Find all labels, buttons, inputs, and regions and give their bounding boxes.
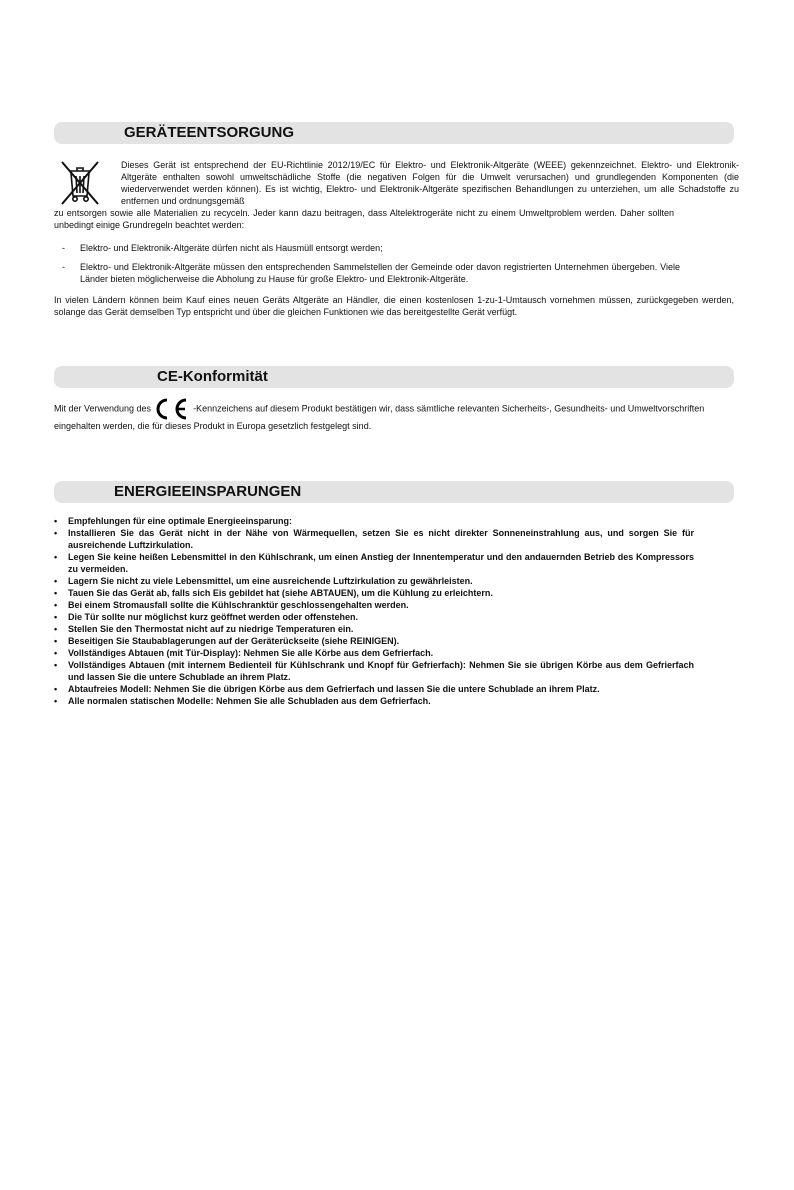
- list-item: • Empfehlungen für eine optimale Energieeinsparung:: [54, 515, 694, 527]
- list-item: • Die Tür sollte nur möglichst kurz geöffnet werden oder offenstehen.: [54, 611, 694, 623]
- list-item: • Vollständiges Abtauen (mit Tür-Display): Nehmen Sie alle Körbe aus dem Gefrierfach.: [54, 647, 694, 659]
- list-item: • Lagern Sie nicht zu viele Lebensmittel, um eine ausreichende Luftzirkulation zu gewährleisten.: [54, 575, 694, 587]
- ce-text-after: -Kennzeichens auf diesem Produkt bestätigen wir, dass sämtliche relevanten Sicherheits-, Gesundheits- und Umweltvorschriften eingehalten werden, die für dieses Produkt in Europa gesetzlich festgelegt sind.: [54, 403, 705, 431]
- energy-title: ENERGIEEINSPARUNGEN: [114, 483, 302, 500]
- ce-mark-icon: [153, 398, 191, 420]
- ce-title: CE-Konformität: [157, 368, 268, 385]
- disposal-section-header: [54, 122, 734, 144]
- disposal-title: GERÄTEENTSORGUNG: [124, 124, 295, 141]
- list-item: - Elektro- und Elektronik-Altgeräte dürfen nicht als Hausmüll entsorgt werden;: [80, 242, 680, 254]
- list-item: • Installieren Sie das Gerät nicht in der Nähe von Wärmequellen, setzen Sie es nicht direkter Sonneneinstrahlung aus, und sorgen Sie für ausreichende Luftzirkulation.: [54, 527, 694, 551]
- ce-text-before: Mit der Verwendung des: [54, 403, 152, 414]
- weee-crossed-bin-icon: [58, 158, 102, 206]
- disposal-intro-continued: zu entsorgen sowie alle Materialien zu recyceln. Jeder kann dazu beitragen, dass Altelektrogeräte nicht zu einem Umweltproblem werden. Daher sollten unbedingt einige Grundregeln beachtet werden:: [54, 208, 674, 230]
- list-item: • Vollständiges Abtauen (mit internem Bedienteil für Kühlschrank und Knopf für Gefrierfach): Nehmen Sie sie übrigen Körbe aus dem Gefrierfach und lassen Sie die untere Schublade an ihrem Platz.: [54, 659, 694, 683]
- list-item: • Tauen Sie das Gerät ab, falls sich Eis gebildet hat (siehe ABTAUEN), um die Kühlung zu erleichtern.: [54, 587, 694, 599]
- disposal-closing: In vielen Ländern können beim Kauf eines neuen Geräts Altgeräte an Händler, die einen kostenlosen 1-zu-1-Umtausch vornehmen müssen, zurückgegeben werden, solange das Gerät demselben Typ entspricht und über die gleichen Funktionen wie das bereitgestellte Gerät verfügt.: [54, 295, 734, 317]
- list-item: • Alle normalen statischen Modelle: Nehmen Sie alle Schubladen aus dem Gefrierfach.: [54, 695, 694, 707]
- ce-section-header: [54, 366, 734, 388]
- list-item: • Beseitigen Sie Staubablagerungen auf der Geräterückseite (siehe REINIGEN).: [54, 635, 694, 647]
- list-item: • Legen Sie keine heißen Lebensmittel in den Kühlschrank, um einen Anstieg der Innentemperatur und den andauernden Betrieb des Kompressors zu vermeiden.: [54, 551, 694, 575]
- list-item: - Elektro- und Elektronik-Altgeräte müssen den entsprechenden Sammelstellen der Gemeinde oder davon registrierten Unternehmen übergeben. Viele Länder bieten möglicherweise die Abholung zu Hause für große Elektro- und Elektronik-Altgeräte.: [80, 261, 680, 285]
- disposal-intro: Dieses Gerät ist entsprechend der EU-Richtlinie 2012/19/EC für Elektro- und Elektronik-Altgeräte (WEEE) gekennzeichnet. Elektro- und Elektronik-Altgeräte enthalten sowohl umweltschädliche Stoffe (die negativen Folgen für die Umwelt verursachen) und grundlegenden Komponenten (die wiederverwendet werden können). Es ist wichtig, Elektro- und Elektronik-Altgeräte spezifischen Behandlungen zu unterziehen, um alle Schadstoffe zu entfernen und ordnungsgemäß: [121, 160, 739, 206]
- energy-tips-list: [54, 515, 694, 707]
- list-item: • Stellen Sie den Thermostat nicht auf zu niedrige Temperaturen ein.: [54, 623, 694, 635]
- ce-statement: [54, 398, 744, 432]
- list-item: • Abtaufreies Modell: Nehmen Sie die übrigen Körbe aus dem Gefrierfach und lassen Sie die untere Schublade an ihrem Platz.: [54, 683, 694, 695]
- list-item: • Bei einem Stromausfall sollte die Kühlschranktür geschlossengehalten werden.: [54, 599, 694, 611]
- energy-section-header: [54, 481, 734, 503]
- disposal-rules-list: [80, 242, 680, 292]
